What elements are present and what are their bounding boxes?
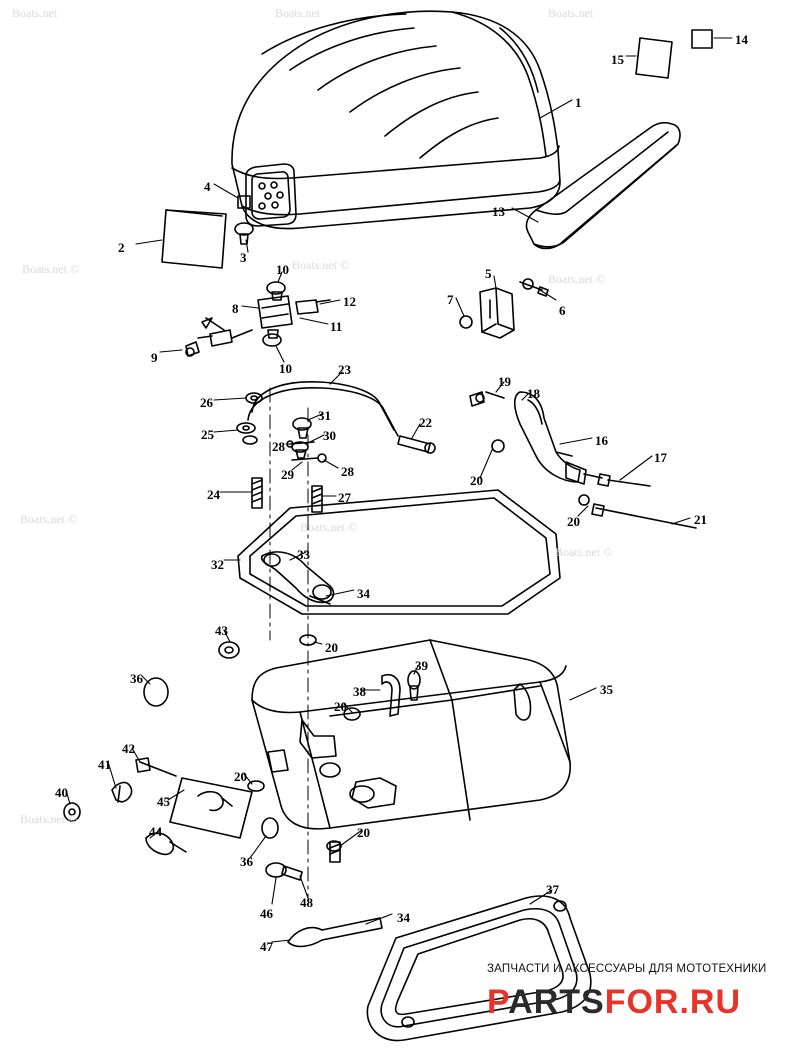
callout-number: 30 [323,428,336,443]
callout-number: 19 [498,374,511,389]
part-item-15-decal [636,38,672,78]
callout-number: 40 [55,785,68,800]
callout-number: 36 [130,671,143,686]
part-item-13-wedge [526,123,680,249]
callout-number: 34 [397,910,410,925]
callout-number: 39 [415,658,428,673]
callout-number: 42 [122,741,135,756]
part-items-8-12-latch-assembly [186,282,330,356]
callout-number: 15 [611,52,624,67]
watermark: Boats.net © [555,545,613,559]
callout-number: 44 [149,824,162,839]
callout-number: 7 [447,292,454,307]
part-items-5-6-7-latch-bracket [460,279,548,338]
callout-number: 43 [215,623,228,638]
callout-number: 41 [98,757,111,772]
brand-logo-part2: ARTS [508,983,605,1021]
watermark: Boats.net © [300,520,358,534]
part-items-3-4-fasteners [235,196,253,244]
callout-number: 17 [654,450,667,465]
watermark: Boats.net © [548,272,606,286]
watermark: Boats.net [12,6,57,20]
callout-number: 6 [559,303,566,318]
watermark: Boats.net © [22,262,80,276]
callout-number: 5 [485,266,492,281]
part-item-22-link [398,436,435,453]
callout-number: 22 [419,415,432,430]
callout-number: 28 [341,464,354,479]
callout-number: 10 [279,361,292,376]
watermark: Boats.net [548,6,593,20]
callout-number: 4 [204,179,211,194]
callout-number: 20 [470,473,483,488]
callout-number: 20 [325,640,338,655]
brand-logo [487,983,741,1022]
footer-tagline: ЗАПЧАСТИ И АКСЕССУАРЫ ДЛЯ МОТОТЕХНИКИ [487,963,767,975]
callout-number: 20 [334,699,347,714]
callout-number: 38 [353,684,366,699]
callout-number: 20 [357,825,370,840]
callout-number: 20 [234,769,247,784]
part-top-cowl [232,11,560,228]
brand-logo-part3: FOR.RU [604,983,742,1021]
callout-number: 37 [546,882,559,897]
part-items-40-48-hardware [64,642,382,946]
callout-number: 46 [260,906,273,921]
callout-number: 27 [338,490,351,505]
callout-number: 24 [207,487,220,502]
callout-number: 21 [694,512,707,527]
callout-number: 20 [567,514,580,529]
callout-number: 13 [492,204,505,219]
part-item-14-decal [692,30,712,48]
callout-number: 3 [240,250,247,265]
callout-number: 35 [600,682,613,697]
callout-number: 8 [232,301,239,316]
callout-number: 26 [200,395,213,410]
callout-number: 25 [201,427,214,442]
callout-number: 33 [297,547,310,562]
callout-number: 45 [157,794,170,809]
part-item-2-plate [162,210,226,268]
callout-number: 48 [300,895,313,910]
callout-number: 10 [276,262,289,277]
callout-number: 47 [260,939,273,954]
part-items-27-31-hardware [287,418,326,512]
callout-number: 1 [575,95,582,110]
callout-number: 14 [735,32,748,47]
callout-number: 28 [272,439,285,454]
callout-number: 29 [281,467,294,482]
callout-number: 11 [330,319,343,334]
callout-number: 32 [211,557,224,572]
watermark: Boats.net © [20,512,78,526]
callout-number: 31 [318,408,331,423]
part-item-32-gasket [238,490,560,614]
watermark: Boats.net [275,6,320,20]
watermark: Boats.net © [292,258,350,272]
callout-number: 9 [151,350,158,365]
callout-number: 36 [240,854,253,869]
callout-number: 16 [595,433,608,448]
brand-logo-part1: P [487,983,509,1021]
callout-number: 34 [357,586,370,601]
callout-number: 12 [343,294,356,309]
part-item-35-lower-cowl [252,640,570,829]
watermark: Boats.net © [20,812,78,826]
callout-number: 23 [338,362,351,377]
part-items-24-26-hardware [237,393,262,508]
callout-number: 2 [118,240,125,255]
callout-number: 18 [527,386,540,401]
